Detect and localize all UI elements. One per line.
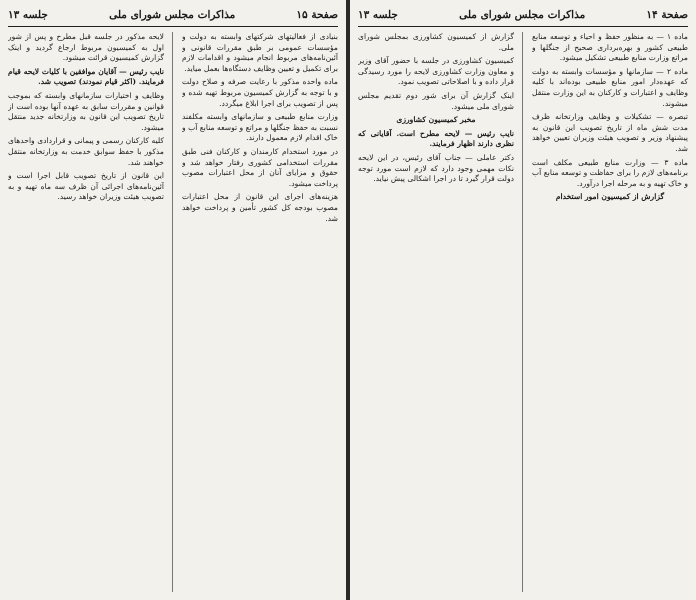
- right-column-divider: [522, 32, 523, 592]
- paragraph: ماده ۱ — به منظور حفظ و احیاء و توسعه منابع طبیعی کشور و بهره‌برداری صحیح از جنگلها و مراتع وزارت منابع طبیعی تشکیل میشود.: [532, 32, 688, 63]
- paragraph: دکتر عاملی — جناب آقای رئیس، در این لایحه نکات مهمی وجود دارد که لازم است مورد توجه دولت قرار گیرد تا در اجرا اشکالی پیش نیاید.: [358, 152, 514, 184]
- right-page-number: صفحة ۱۴: [646, 9, 688, 21]
- paragraph: گزارش از کمیسیون کشاورزی بمجلس شورای ملی.: [358, 32, 514, 52]
- paragraph: وزارت منابع طبیعی و سازمانهای وابسته مکلفند نسبت به حفظ جنگلها و مراتع و توسعه منابع آب و خاک اقدام لازم معمول دارند.: [182, 112, 338, 143]
- left-page-session: جلسه ۱۳: [8, 9, 48, 21]
- paragraph: این قانون از تاریخ تصویب قابل اجرا است و آئین‌نامه‌های اجرائی آن ظرف سه ماه تهیه و به تصویب هیئت وزیران خواهد رسید.: [8, 171, 164, 202]
- right-header-rule: [358, 26, 688, 27]
- paragraph: ماده ۲ — سازمانها و مؤسسات وابسته به دولت که عهده‌دار امور منابع طبیعی بوده‌اند با کلیه وظایف و اعتبارات و کارکنان به این وزارت منتقل میشوند.: [532, 66, 688, 108]
- paragraph: در مورد استخدام کارمندان و کارکنان فنی طبق مقررات استخدامی کشوری رفتار خواهد شد و حقوق و مزایای آنان از محل اعتبارات مصوب پرداخت میشود.: [182, 146, 338, 188]
- paragraph: ماده ۳ — وزارت منابع طبیعی مکلف است برنامه‌های لازم را برای حفاظت و توسعه منابع آب و خاک تهیه و به مرحله اجرا درآورد.: [532, 157, 688, 188]
- right-page-header: [358, 6, 688, 24]
- paragraph: ماده واحده مذکور با رعایت صرفه و صلاح دولت و با توجه به گزارش کمیسیون مربوط تهیه شده و پس از تصویب برای اجرا ابلاغ میگردد.: [182, 77, 338, 108]
- left-page-header: [8, 6, 338, 24]
- paragraph: کلیه کارکنان رسمی و پیمانی و قراردادی واحدهای مذکور با حفظ سوابق خدمت به وزارتخانه منتقل خواهند شد.: [8, 136, 164, 167]
- section-subheading: گزارش از کمیسیون امور استخدام: [555, 192, 665, 202]
- section-subheading: مخبر کمیسیون کشاورزی: [396, 115, 476, 125]
- paragraph: نایب رئیس — آقایان موافقین با کلیات لایحه قیام فرمایند. (اکثر قیام نمودند) تصویب شد.: [8, 66, 164, 87]
- right-page-column-left: [358, 32, 514, 594]
- paragraph: لایحه مذکور در جلسه قبل مطرح و پس از شور اول به کمیسیون مربوط ارجاع گردید و اینک گزارش کمیسیون قرائت میشود.: [8, 32, 164, 63]
- paragraph: وظایف و اختیارات سازمانهای وابسته که بموجب قوانین و مقررات سابق به عهده آنها بوده است از تاریخ تصویب این قانون به وزارتخانه جدید منتقل میشود.: [8, 90, 164, 132]
- right-page-column-right: [532, 32, 688, 594]
- paragraph: بنیادی از فعالیتهای شرکتهای وابسته به دولت و مؤسسات عمومی بر طبق مقررات قانونی و آئین‌نامه‌های مربوط انجام میشود و اقدامات لازم برای تکمیل و تعیین وظایف دستگاه‌ها بعمل میاید.: [182, 32, 338, 73]
- paragraph: اینک گزارش آن برای شور دوم تقدیم مجلس شورای ملی میشود.: [358, 90, 514, 111]
- right-page-session: جلسه ۱۳: [358, 9, 398, 21]
- paragraph: تبصره — تشکیلات و وظایف وزارتخانه ظرف مدت شش ماه از تاریخ تصویب این قانون به پیشنهاد وزیر و تصویب هیئت وزیران تعیین خواهد شد.: [532, 112, 688, 153]
- left-page-column-right: [182, 32, 338, 594]
- paragraph: نایب رئیس — لایحه مطرح است. آقایانی که نظری دارند اظهار فرمایند.: [358, 128, 514, 149]
- right-page-title: مذاکرات مجلس شورای ملی: [459, 9, 586, 21]
- left-page-title: مذاکرات مجلس شورای ملی: [109, 9, 236, 21]
- paragraph: کمیسیون کشاورزی در جلسه با حضور آقای وزیر و معاون وزارت کشاورزی لایحه را مورد رسیدگی قرار داده و با اصلاحاتی تصویب نمود.: [358, 56, 514, 87]
- left-page-column-left: [8, 32, 164, 594]
- right-page: [350, 0, 696, 600]
- left-page-number: صفحة ۱۵: [296, 9, 338, 21]
- left-page: [0, 0, 346, 600]
- paragraph: هزینه‌های اجرای این قانون از محل اعتبارات مصوب بودجه کل کشور تأمین و پرداخت خواهد شد.: [182, 192, 338, 223]
- left-header-rule: [8, 26, 338, 27]
- left-column-divider: [172, 32, 173, 592]
